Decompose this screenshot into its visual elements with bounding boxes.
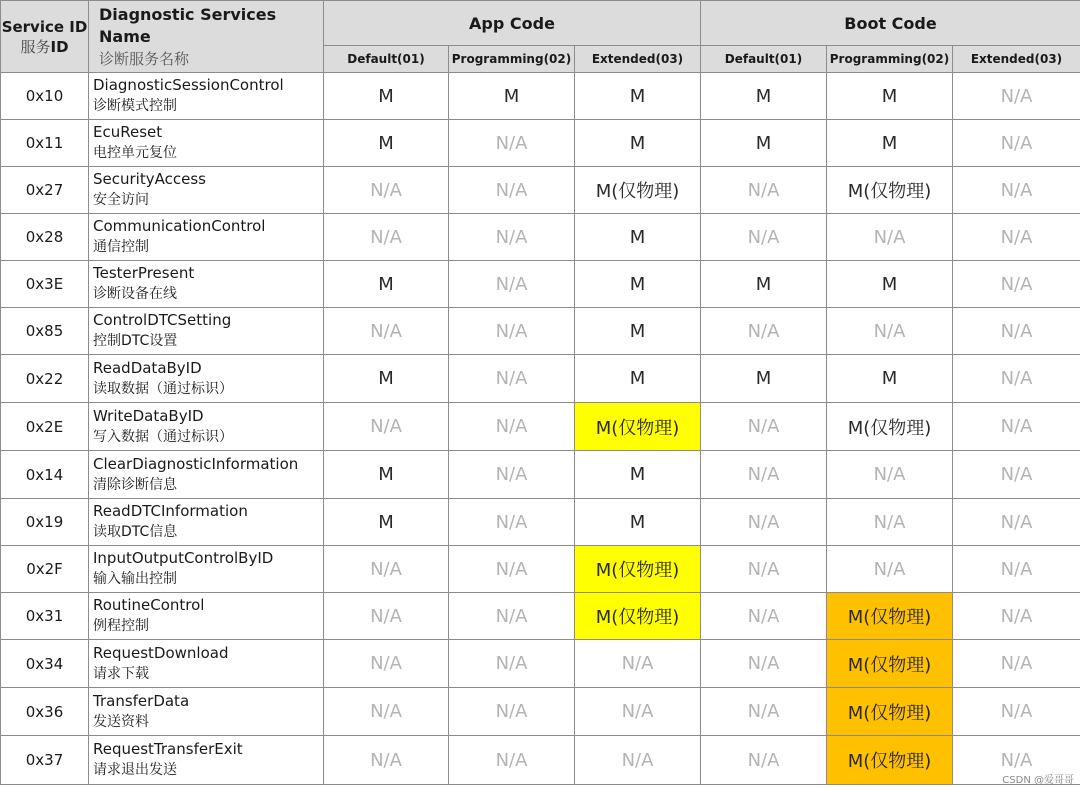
support-cell-boot-programming: M(仅物理) — [827, 403, 953, 451]
support-cell-app-default: M — [324, 355, 449, 403]
support-cell-app-programming: N/A — [449, 120, 575, 167]
support-cell-boot-extended: N/A — [953, 308, 1080, 355]
service-name-zh: 通信控制 — [93, 239, 149, 255]
table-row — [1, 546, 1080, 593]
support-cell-app-extended: M(仅物理) — [575, 593, 701, 640]
support-cell-boot-extended: N/A — [953, 640, 1080, 688]
service-name-cell — [89, 593, 324, 640]
support-cell-boot-default: M — [701, 355, 827, 403]
support-cell-boot-default: N/A — [701, 167, 827, 214]
support-cell-app-default: N/A — [324, 403, 449, 451]
app-code-header: App Code — [324, 1, 701, 46]
service-name-zh: 安全访问 — [93, 192, 149, 208]
service-id-cell: 0x11 — [1, 120, 89, 167]
support-cell-app-extended: N/A — [575, 640, 701, 688]
table-row — [1, 640, 1080, 688]
support-cell-boot-extended: N/A — [953, 499, 1080, 546]
service-id-header-en: Service ID — [1, 17, 88, 36]
support-cell-app-default: N/A — [324, 546, 449, 593]
service-id-cell: 0x28 — [1, 214, 89, 261]
service-name-cell — [89, 355, 324, 403]
table-row — [1, 120, 1080, 167]
service-name-zh: 读取数据（通过标识） — [93, 380, 233, 397]
service-id-cell: 0x3E — [1, 261, 89, 308]
support-cell-app-default: M — [324, 120, 449, 167]
table-row — [1, 308, 1080, 355]
service-name-en: TransferData — [93, 691, 190, 710]
support-cell-app-extended: M — [575, 214, 701, 261]
service-id-cell: 0x27 — [1, 167, 89, 214]
service-name-en: WriteDataByID — [93, 406, 204, 425]
support-cell-boot-programming: N/A — [827, 214, 953, 261]
service-name-zh: 输入输出控制 — [93, 571, 177, 587]
support-cell-boot-programming: M — [827, 261, 953, 308]
support-cell-app-programming: N/A — [449, 261, 575, 308]
support-cell-boot-programming: N/A — [827, 451, 953, 499]
service-id-cell: 0x19 — [1, 499, 89, 546]
table-row — [1, 167, 1080, 214]
session-header-boot-default: Default(01) — [701, 46, 827, 73]
support-cell-app-default: M — [324, 451, 449, 499]
support-cell-boot-programming: N/A — [827, 546, 953, 593]
service-name-cell — [89, 167, 324, 214]
support-cell-app-default: N/A — [324, 640, 449, 688]
support-cell-boot-default: N/A — [701, 451, 827, 499]
support-cell-boot-default: N/A — [701, 403, 827, 451]
service-name-en: ControlDTCSetting — [93, 311, 232, 329]
support-cell-boot-programming: M(仅物理) — [827, 688, 953, 736]
support-cell-boot-extended: N/A — [953, 546, 1080, 593]
support-cell-app-programming: N/A — [449, 214, 575, 261]
service-name-zh: 控制DTC设置 — [93, 333, 178, 349]
table-row — [1, 736, 1080, 785]
support-cell-boot-programming: M — [827, 73, 953, 120]
support-cell-app-programming: N/A — [449, 451, 575, 499]
service-name-zh: 电控单元复位 — [93, 145, 177, 161]
service-name-en: SecurityAccess — [93, 170, 206, 188]
service-name-cell — [89, 499, 324, 546]
support-cell-boot-default: M — [701, 261, 827, 308]
service-name-zh: 诊断设备在线 — [93, 286, 177, 302]
support-cell-app-extended: M — [575, 120, 701, 167]
service-name-zh: 清除诊断信息 — [93, 476, 177, 493]
support-cell-boot-programming: M — [827, 120, 953, 167]
support-cell-app-programming: N/A — [449, 546, 575, 593]
support-cell-app-extended: N/A — [575, 688, 701, 736]
table-row — [1, 261, 1080, 308]
service-id-cell: 0x14 — [1, 451, 89, 499]
session-header-app-default: Default(01) — [324, 46, 449, 73]
service-name-en: ReadDataByID — [93, 358, 202, 377]
service-name-cell — [89, 308, 324, 355]
support-cell-app-default: M — [324, 73, 449, 120]
service-name-cell — [89, 546, 324, 593]
support-cell-app-programming: N/A — [449, 499, 575, 546]
service-name-en: InputOutputControlByID — [93, 549, 274, 567]
support-cell-boot-programming: M — [827, 355, 953, 403]
support-cell-boot-extended: N/A — [953, 355, 1080, 403]
table-row — [1, 499, 1080, 546]
service-id-header-zh: 服务ID — [20, 37, 69, 56]
service-name-zh: 请求下载 — [93, 665, 149, 682]
support-cell-boot-default: N/A — [701, 214, 827, 261]
service-name-en: RequestTransferExit — [93, 740, 243, 758]
support-cell-app-extended: M(仅物理) — [575, 403, 701, 451]
support-cell-app-programming: N/A — [449, 640, 575, 688]
service-id-cell: 0x37 — [1, 736, 89, 785]
support-cell-app-programming: N/A — [449, 355, 575, 403]
support-cell-app-default: N/A — [324, 593, 449, 640]
support-cell-boot-programming: N/A — [827, 308, 953, 355]
support-cell-app-default: N/A — [324, 167, 449, 214]
session-header-app-extended: Extended(03) — [575, 46, 701, 73]
support-cell-boot-default: N/A — [701, 640, 827, 688]
service-name-cell — [89, 261, 324, 308]
csdn-watermark: CSDN @爱哥哥 — [1002, 775, 1074, 786]
service-name-header-en: Diagnostic Services Name — [99, 4, 277, 46]
support-cell-boot-default: N/A — [701, 546, 827, 593]
service-id-cell: 0x36 — [1, 688, 89, 736]
support-cell-boot-extended: N/A — [953, 167, 1080, 214]
support-cell-app-extended: M — [575, 261, 701, 308]
service-name-header — [89, 1, 324, 73]
support-cell-boot-default: M — [701, 73, 827, 120]
support-cell-boot-default: N/A — [701, 499, 827, 546]
support-cell-app-extended: M — [575, 499, 701, 546]
service-name-zh: 发送资料 — [93, 713, 149, 730]
support-cell-app-programming: N/A — [449, 688, 575, 736]
service-name-zh: 诊断模式控制 — [93, 98, 177, 114]
service-id-cell: 0x22 — [1, 355, 89, 403]
table-row — [1, 355, 1080, 403]
service-name-cell — [89, 403, 324, 451]
support-cell-app-default: N/A — [324, 736, 449, 785]
support-cell-boot-programming: M(仅物理) — [827, 736, 953, 785]
support-cell-boot-extended: N/A — [953, 451, 1080, 499]
service-name-en: EcuReset — [93, 123, 163, 141]
support-cell-app-programming: N/A — [449, 736, 575, 785]
service-name-en: CommunicationControl — [93, 217, 266, 235]
support-cell-boot-extended: N/A — [953, 261, 1080, 308]
support-cell-boot-extended: N/A — [953, 593, 1080, 640]
support-cell-boot-default: N/A — [701, 308, 827, 355]
support-cell-boot-programming: N/A — [827, 499, 953, 546]
service-name-zh: 例程控制 — [93, 618, 149, 634]
table-row — [1, 593, 1080, 640]
table-row — [1, 451, 1080, 499]
support-cell-app-default: N/A — [324, 688, 449, 736]
support-cell-boot-default: M — [701, 120, 827, 167]
service-id-cell: 0x10 — [1, 73, 89, 120]
session-header-boot-programming: Programming(02) — [827, 46, 953, 73]
table-row — [1, 688, 1080, 736]
table-row — [1, 403, 1080, 451]
support-cell-boot-extended: N/A — [953, 120, 1080, 167]
service-name-en: TesterPresent — [93, 264, 195, 282]
service-name-zh: 读取DTC信息 — [93, 524, 178, 540]
boot-code-header: Boot Code — [701, 1, 1080, 46]
service-name-header-zh: 诊断服务名称 — [99, 49, 190, 68]
support-cell-app-default: N/A — [324, 214, 449, 261]
support-cell-boot-default: N/A — [701, 688, 827, 736]
service-id-cell: 0x31 — [1, 593, 89, 640]
support-cell-boot-default: N/A — [701, 736, 827, 785]
service-name-cell — [89, 640, 324, 688]
session-header-app-programming: Programming(02) — [449, 46, 575, 73]
support-cell-app-extended: M — [575, 451, 701, 499]
support-cell-boot-default: N/A — [701, 593, 827, 640]
service-name-cell — [89, 214, 324, 261]
service-name-en: RoutineControl — [93, 596, 205, 614]
service-name-zh: 请求退出发送 — [93, 762, 177, 778]
service-id-cell: 0x34 — [1, 640, 89, 688]
support-cell-app-programming: N/A — [449, 403, 575, 451]
support-cell-app-programming: N/A — [449, 308, 575, 355]
support-cell-app-default: M — [324, 499, 449, 546]
table-row — [1, 73, 1080, 120]
table-row — [1, 214, 1080, 261]
support-cell-app-programming: N/A — [449, 167, 575, 214]
service-name-en: DiagnosticSessionControl — [93, 76, 284, 94]
service-name-cell — [89, 688, 324, 736]
service-id-cell: 0x2E — [1, 403, 89, 451]
service-name-en: ClearDiagnosticInformation — [93, 454, 299, 473]
service-id-header — [1, 1, 89, 73]
service-id-cell: 0x85 — [1, 308, 89, 355]
service-name-cell — [89, 736, 324, 785]
service-name-en: ReadDTCInformation — [93, 502, 248, 520]
support-cell-app-default: N/A — [324, 308, 449, 355]
service-name-zh: 写入数据（通过标识） — [93, 428, 233, 445]
service-id-cell: 0x2F — [1, 546, 89, 593]
support-cell-app-extended: M — [575, 355, 701, 403]
service-name-cell — [89, 451, 324, 499]
support-cell-app-programming: M — [449, 73, 575, 120]
support-cell-boot-programming: M(仅物理) — [827, 640, 953, 688]
support-cell-app-extended: M(仅物理) — [575, 167, 701, 214]
support-cell-boot-programming: M(仅物理) — [827, 593, 953, 640]
support-cell-app-extended: M(仅物理) — [575, 546, 701, 593]
support-cell-app-extended: M — [575, 73, 701, 120]
support-cell-boot-extended: N/A — [953, 736, 1080, 785]
service-name-cell — [89, 120, 324, 167]
support-cell-app-default: M — [324, 261, 449, 308]
support-cell-boot-programming: M(仅物理) — [827, 167, 953, 214]
support-cell-app-programming: N/A — [449, 593, 575, 640]
support-cell-boot-extended: N/A — [953, 214, 1080, 261]
support-cell-boot-extended: N/A — [953, 688, 1080, 736]
service-name-cell — [89, 73, 324, 120]
support-cell-app-extended: N/A — [575, 736, 701, 785]
support-cell-boot-extended: N/A — [953, 403, 1080, 451]
support-cell-boot-extended: N/A — [953, 73, 1080, 120]
service-name-en: RequestDownload — [93, 643, 229, 662]
support-cell-app-extended: M — [575, 308, 701, 355]
session-header-boot-extended: Extended(03) — [953, 46, 1080, 73]
